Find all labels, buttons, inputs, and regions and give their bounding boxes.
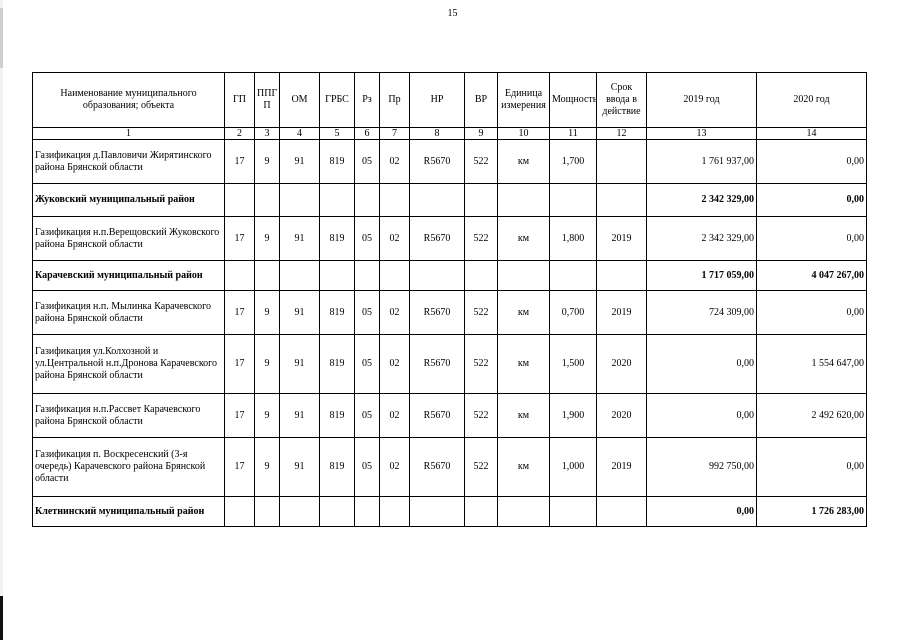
ppgp-cell: 9 xyxy=(255,438,280,497)
grbs-cell: 819 xyxy=(320,291,355,335)
header-om: ОМ xyxy=(280,73,320,128)
amount-2020-cell: 0,00 xyxy=(757,140,867,184)
district-total-2020: 1 726 283,00 xyxy=(757,497,867,527)
header-ppgp: ППГ П xyxy=(255,73,280,128)
capacity-cell: 1,900 xyxy=(550,394,597,438)
column-number: 3 xyxy=(255,128,280,140)
column-number: 5 xyxy=(320,128,355,140)
ppgp-cell: 9 xyxy=(255,291,280,335)
header-start: Срок ввода в действие xyxy=(597,73,647,128)
column-number: 6 xyxy=(355,128,380,140)
om-cell: 91 xyxy=(280,394,320,438)
header-capacity: Мощность xyxy=(550,73,597,128)
nr-cell: R5670 xyxy=(410,335,465,394)
amount-2020-cell: 0,00 xyxy=(757,291,867,335)
district-total-2020: 0,00 xyxy=(757,184,867,217)
district-name: Жуковский муниципальный район xyxy=(33,184,225,217)
object-name: Газификация н.п.Верещовский Жуковского района Брянской области xyxy=(33,217,225,261)
header-row xyxy=(33,73,867,128)
pr-cell: 02 xyxy=(380,438,410,497)
nr-cell: R5670 xyxy=(410,438,465,497)
budget-table xyxy=(32,72,867,527)
grbs-cell: 819 xyxy=(320,217,355,261)
column-number: 4 xyxy=(280,128,320,140)
start-year-cell xyxy=(597,140,647,184)
om-cell: 91 xyxy=(280,438,320,497)
vr-cell: 522 xyxy=(465,394,498,438)
unit-cell: км xyxy=(498,438,550,497)
ppgp-cell: 9 xyxy=(255,335,280,394)
amount-2019-cell: 0,00 xyxy=(647,394,757,438)
header-name: Наименование муниципального образования; объекта xyxy=(33,73,225,128)
page-number: 15 xyxy=(447,8,458,19)
gp-cell: 17 xyxy=(225,291,255,335)
capacity-cell: 1,500 xyxy=(550,335,597,394)
column-number: 2 xyxy=(225,128,255,140)
district-total-2020: 4 047 267,00 xyxy=(757,261,867,291)
district-total-2019: 2 342 329,00 xyxy=(647,184,757,217)
header-unit: Единица измерения xyxy=(498,73,550,128)
column-number: 11 xyxy=(550,128,597,140)
object-name: Газификация н.п. Мылинка Карачевского района Брянской области xyxy=(33,291,225,335)
capacity-cell: 1,700 xyxy=(550,140,597,184)
pr-cell: 02 xyxy=(380,335,410,394)
pr-cell: 02 xyxy=(380,291,410,335)
vr-cell: 522 xyxy=(465,291,498,335)
rz-cell: 05 xyxy=(355,291,380,335)
gp-cell: 17 xyxy=(225,335,255,394)
group-row xyxy=(33,497,867,527)
column-number: 14 xyxy=(757,128,867,140)
table-row xyxy=(33,140,867,184)
column-number: 9 xyxy=(465,128,498,140)
object-name: Газификация ул.Колхозной и ул.Центральной н.п.Дронова Карачевского района Брянской области xyxy=(33,335,225,394)
grbs-cell: 819 xyxy=(320,335,355,394)
column-number: 10 xyxy=(498,128,550,140)
column-number: 7 xyxy=(380,128,410,140)
pr-cell: 02 xyxy=(380,217,410,261)
ppgp-cell: 9 xyxy=(255,217,280,261)
amount-2020-cell: 0,00 xyxy=(757,217,867,261)
rz-cell: 05 xyxy=(355,335,380,394)
start-year-cell: 2019 xyxy=(597,291,647,335)
grbs-cell: 819 xyxy=(320,394,355,438)
district-name: Карачевский муниципальный район xyxy=(33,261,225,291)
unit-cell: км xyxy=(498,291,550,335)
object-name: Газификация д.Павловичи Жирятинского района Брянской области xyxy=(33,140,225,184)
column-number: 1 xyxy=(33,128,225,140)
district-total-2019: 1 717 059,00 xyxy=(647,261,757,291)
amount-2019-cell: 0,00 xyxy=(647,335,757,394)
start-year-cell: 2020 xyxy=(597,335,647,394)
district-name: Клетнинский муниципальный район xyxy=(33,497,225,527)
nr-cell: R5670 xyxy=(410,394,465,438)
start-year-cell: 2020 xyxy=(597,394,647,438)
table-row xyxy=(33,291,867,335)
header-2020: 2020 год xyxy=(757,73,867,128)
start-year-cell: 2019 xyxy=(597,217,647,261)
amount-2019-cell: 724 309,00 xyxy=(647,291,757,335)
column-number: 13 xyxy=(647,128,757,140)
table-row xyxy=(33,394,867,438)
ppgp-cell: 9 xyxy=(255,394,280,438)
scan-left-edge xyxy=(0,0,3,640)
om-cell: 91 xyxy=(280,140,320,184)
table-row xyxy=(33,438,867,497)
ppgp-cell: 9 xyxy=(255,140,280,184)
column-number-row xyxy=(33,128,867,140)
vr-cell: 522 xyxy=(465,438,498,497)
amount-2020-cell: 1 554 647,00 xyxy=(757,335,867,394)
group-row xyxy=(33,184,867,217)
grbs-cell: 819 xyxy=(320,140,355,184)
header-grbs: ГРБС xyxy=(320,73,355,128)
table-row xyxy=(33,217,867,261)
scan-mark-bottom xyxy=(0,596,3,640)
column-number: 12 xyxy=(597,128,647,140)
gp-cell: 17 xyxy=(225,217,255,261)
district-total-2019: 0,00 xyxy=(647,497,757,527)
unit-cell: км xyxy=(498,335,550,394)
om-cell: 91 xyxy=(280,335,320,394)
om-cell: 91 xyxy=(280,217,320,261)
header-vr: ВР xyxy=(465,73,498,128)
header-gp: ГП xyxy=(225,73,255,128)
table-row xyxy=(33,335,867,394)
header-pr: Пр xyxy=(380,73,410,128)
group-row xyxy=(33,261,867,291)
om-cell: 91 xyxy=(280,291,320,335)
start-year-cell: 2019 xyxy=(597,438,647,497)
unit-cell: км xyxy=(498,140,550,184)
rz-cell: 05 xyxy=(355,438,380,497)
gp-cell: 17 xyxy=(225,140,255,184)
amount-2019-cell: 2 342 329,00 xyxy=(647,217,757,261)
amount-2019-cell: 992 750,00 xyxy=(647,438,757,497)
amount-2020-cell: 2 492 620,00 xyxy=(757,394,867,438)
header-2019: 2019 год xyxy=(647,73,757,128)
nr-cell: R5670 xyxy=(410,291,465,335)
nr-cell: R5670 xyxy=(410,140,465,184)
vr-cell: 522 xyxy=(465,217,498,261)
header-rz: Рз xyxy=(355,73,380,128)
unit-cell: км xyxy=(498,394,550,438)
object-name: Газификация п. Воскресенский (3-я очередь) Карачевского района Брянской области xyxy=(33,438,225,497)
capacity-cell: 1,000 xyxy=(550,438,597,497)
rz-cell: 05 xyxy=(355,140,380,184)
unit-cell: км xyxy=(498,217,550,261)
object-name: Газификация н.п.Рассвет Карачевского района Брянской области xyxy=(33,394,225,438)
capacity-cell: 0,700 xyxy=(550,291,597,335)
capacity-cell: 1,800 xyxy=(550,217,597,261)
column-number: 8 xyxy=(410,128,465,140)
amount-2020-cell: 0,00 xyxy=(757,438,867,497)
header-nr: НР xyxy=(410,73,465,128)
gp-cell: 17 xyxy=(225,438,255,497)
rz-cell: 05 xyxy=(355,217,380,261)
nr-cell: R5670 xyxy=(410,217,465,261)
vr-cell: 522 xyxy=(465,140,498,184)
vr-cell: 522 xyxy=(465,335,498,394)
pr-cell: 02 xyxy=(380,394,410,438)
gp-cell: 17 xyxy=(225,394,255,438)
pr-cell: 02 xyxy=(380,140,410,184)
grbs-cell: 819 xyxy=(320,438,355,497)
rz-cell: 05 xyxy=(355,394,380,438)
amount-2019-cell: 1 761 937,00 xyxy=(647,140,757,184)
